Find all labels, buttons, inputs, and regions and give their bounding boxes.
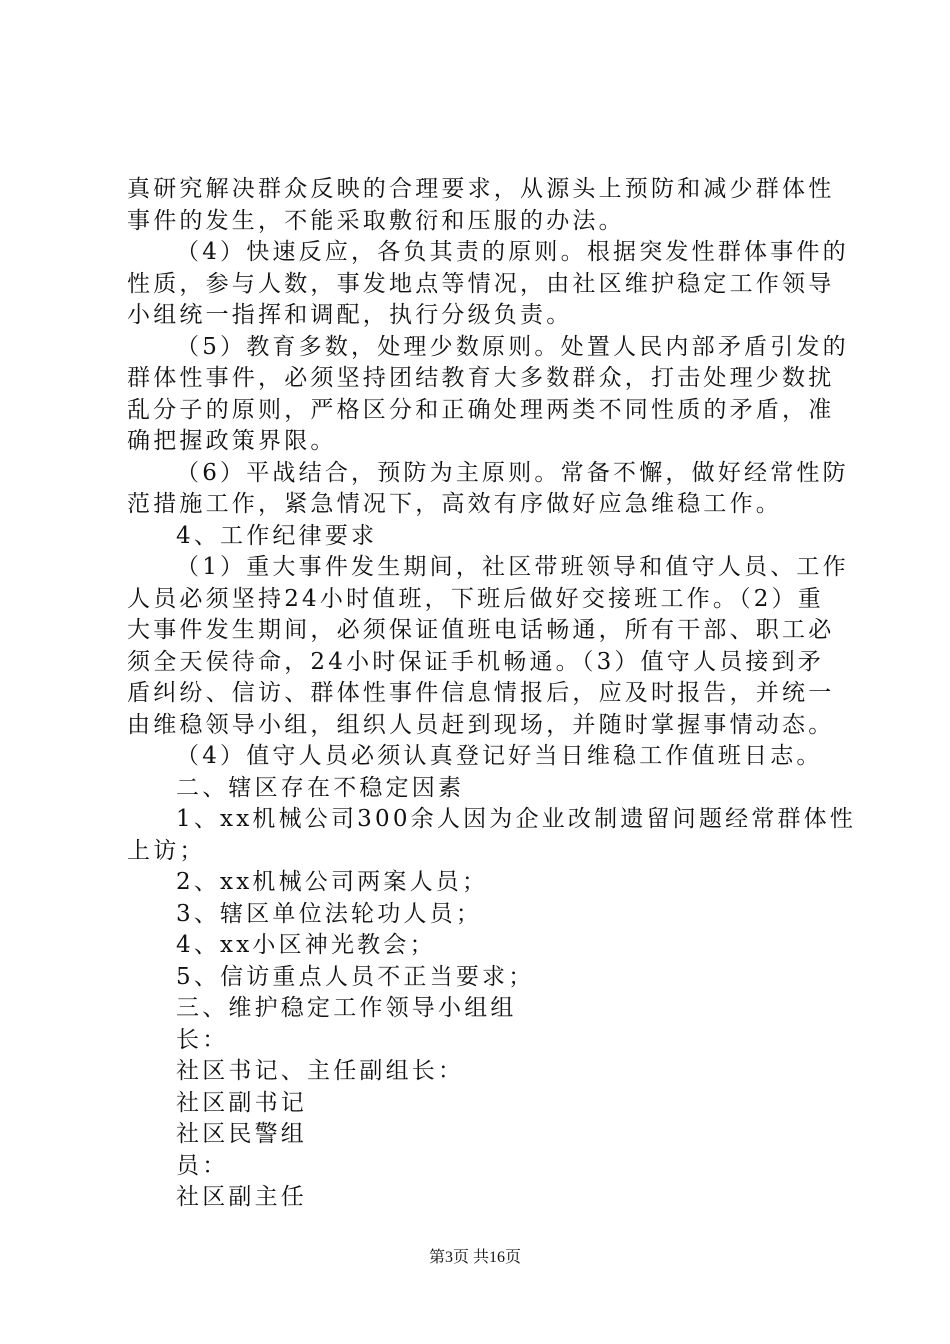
list-item: 2、xx机械公司两案人员； xyxy=(176,869,489,895)
text-line: （5）教育多数，处理少数原则。处置人民内部矛盾引发的 xyxy=(176,333,849,360)
text-line: 长： xyxy=(176,1026,229,1053)
text-line: （1）重大事件发生期间，社区带班领导和值守人员、工作 xyxy=(176,554,849,580)
list-item: 4、xx小区神光教会； xyxy=(176,932,436,958)
list-item: 3、辖区单位法轮功人员； xyxy=(176,900,483,927)
text-line: 真研究解决群众反映的合理要求，从源头上预防和减少群体性 xyxy=(127,176,835,202)
text-line: 社区民警组 xyxy=(176,1121,307,1147)
list-item-continuation: 上访； xyxy=(127,837,206,864)
text-line: （6）平战结合，预防为主原则。常备不懈，做好经常性防 xyxy=(176,459,849,486)
text-line: 社区副主任 xyxy=(176,1184,307,1210)
text-line: 社区书记、主任副组长： xyxy=(176,1058,465,1084)
text-line: （4）值守人员必须认真登记好当日维稳工作值班日志。 xyxy=(176,743,823,769)
text-line: 群体性事件，必须坚持团结教育大多数群众，打击处理少数扰 xyxy=(127,365,835,391)
text-line: 员： xyxy=(176,1152,229,1179)
text-line: 大事件发生期间，必须保证值班电话畅通，所有干部、职工必 xyxy=(127,617,835,643)
text-line: 乱分子的原则，严格区分和正确处理两类不同性质的矛盾，准 xyxy=(127,396,835,423)
list-item: 5、信访重点人员不正当要求； xyxy=(176,963,535,990)
text-line: 性质，参与人数，事发地点等情况，由社区维护稳定工作领导 xyxy=(127,270,835,297)
section-heading: 二、辖区存在不稳定因素 xyxy=(176,774,465,801)
text-line: 盾纠纷、信访、群体性事件信息情报后，应及时报告，并统一 xyxy=(127,680,835,706)
text-line: 确把握政策界限。 xyxy=(127,428,337,454)
page-number-footer: 第3页 共16页 xyxy=(428,1249,521,1266)
section-heading: 三、维护稳定工作领导小组组 xyxy=(176,995,517,1021)
text-line: 社区副书记 xyxy=(176,1089,307,1116)
section-heading: 4、工作纪律要求 xyxy=(176,522,378,549)
text-line: 由维稳领导小组，组织人员赶到现场，并随时掌握事情动态。 xyxy=(127,711,835,738)
text-line: 人员必须坚持24小时值班，下班后做好交接班工作。（2）重 xyxy=(127,585,824,612)
text-line: 事件的发生，不能采取敷衍和压服的办法。 xyxy=(127,207,625,234)
text-line: 小组统一指挥和调配，执行分级负责。 xyxy=(127,302,573,328)
text-line: （4）快速反应，各负其责的原则。根据突发性群体事件的 xyxy=(176,239,849,265)
text-line: 范措施工作，紧急情况下，高效有序做好应急维稳工作。 xyxy=(127,491,782,517)
list-item: 1、xx机械公司300余人因为企业改制遗留问题经常群体性 xyxy=(176,806,857,832)
document-body xyxy=(127,174,857,1214)
text-line: 须全天侯待命，24小时保证手机畅通。（3）值守人员接到矛 xyxy=(127,648,824,675)
